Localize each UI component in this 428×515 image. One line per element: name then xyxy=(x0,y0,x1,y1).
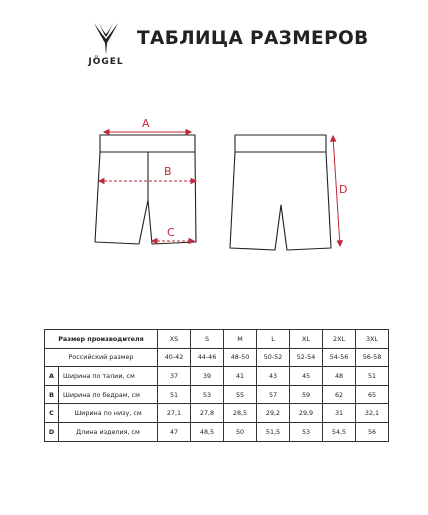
dimension-label-b: B xyxy=(164,165,172,178)
table-cell: 2XL xyxy=(323,330,356,349)
table-cell: 50-52 xyxy=(257,348,290,367)
table-cell: XL xyxy=(290,330,323,349)
row-code: B xyxy=(45,385,59,404)
row-label: Ширина по низу, см xyxy=(59,404,158,423)
table-cell: 54-56 xyxy=(323,348,356,367)
table-cell: 31 xyxy=(323,404,356,423)
brand-logo-text: JÖGEL xyxy=(88,57,124,67)
row-label: Длина изделия, см xyxy=(59,422,158,441)
dimension-label-a: A xyxy=(142,117,150,130)
shorts-back-waistband xyxy=(235,135,326,152)
table-cell: 56-58 xyxy=(356,348,389,367)
table-cell: 28,5 xyxy=(224,404,257,423)
table-cell: 51,5 xyxy=(257,422,290,441)
row-label: Ширина по бедрам, см xyxy=(59,385,158,404)
table-header-label: Размер производителя xyxy=(45,330,158,349)
table-ru-row xyxy=(45,348,389,367)
table-cell: 27,8 xyxy=(191,404,224,423)
table-cell: 53 xyxy=(290,422,323,441)
table-cell: 51 xyxy=(356,367,389,386)
dimension-label-c: C xyxy=(167,226,175,239)
shorts-front xyxy=(95,135,196,244)
row-code: C xyxy=(45,404,59,423)
table-cell: 51 xyxy=(158,385,191,404)
table-cell: 55 xyxy=(224,385,257,404)
table-header-row xyxy=(45,330,389,349)
dimension-line-a xyxy=(104,130,191,135)
shorts-front-waistband xyxy=(100,135,195,152)
table-cell: 54,5 xyxy=(323,422,356,441)
table-cell: 32,1 xyxy=(356,404,389,423)
table-cell: 65 xyxy=(356,385,389,404)
table-cell: 43 xyxy=(257,367,290,386)
table-cell: 52-54 xyxy=(290,348,323,367)
table-cell: 48-50 xyxy=(224,348,257,367)
table-row xyxy=(45,367,389,386)
dimension-lines xyxy=(99,130,342,247)
table-cell: 59 xyxy=(290,385,323,404)
table-cell: 57 xyxy=(257,385,290,404)
shorts-back-body xyxy=(230,152,331,250)
page-title: ТАБЛИЦА РАЗМЕРОВ xyxy=(137,28,369,49)
table-cell: 39 xyxy=(191,367,224,386)
row-code: A xyxy=(45,367,59,386)
table-cell: 29,9 xyxy=(290,404,323,423)
table-cell: 50 xyxy=(224,422,257,441)
table-cell: XS xyxy=(158,330,191,349)
table-cell: 27,1 xyxy=(158,404,191,423)
shorts-back xyxy=(230,135,331,250)
size-table xyxy=(44,329,389,442)
table-cell: 48 xyxy=(323,367,356,386)
table-cell: 40-42 xyxy=(158,348,191,367)
table-cell: L xyxy=(257,330,290,349)
table-ru-label: Российский размер xyxy=(45,348,158,367)
table-cell: 47 xyxy=(158,422,191,441)
table-cell: 44-46 xyxy=(191,348,224,367)
table-cell: M xyxy=(224,330,257,349)
row-label: Ширина по талии, см xyxy=(59,367,158,386)
table-cell: 45 xyxy=(290,367,323,386)
table-cell: 56 xyxy=(356,422,389,441)
table-row xyxy=(45,404,389,423)
table-cell: S xyxy=(191,330,224,349)
table-cell: 29,2 xyxy=(257,404,290,423)
shorts-front-body xyxy=(95,152,196,244)
dimension-label-d: D xyxy=(339,183,348,196)
table-row xyxy=(45,385,389,404)
table-cell: 37 xyxy=(158,367,191,386)
table-cell: 3XL xyxy=(356,330,389,349)
table-cell: 53 xyxy=(191,385,224,404)
table-cell: 62 xyxy=(323,385,356,404)
table-row xyxy=(45,422,389,441)
table-cell: 48,5 xyxy=(191,422,224,441)
row-code: D xyxy=(45,422,59,441)
table-cell: 41 xyxy=(224,367,257,386)
